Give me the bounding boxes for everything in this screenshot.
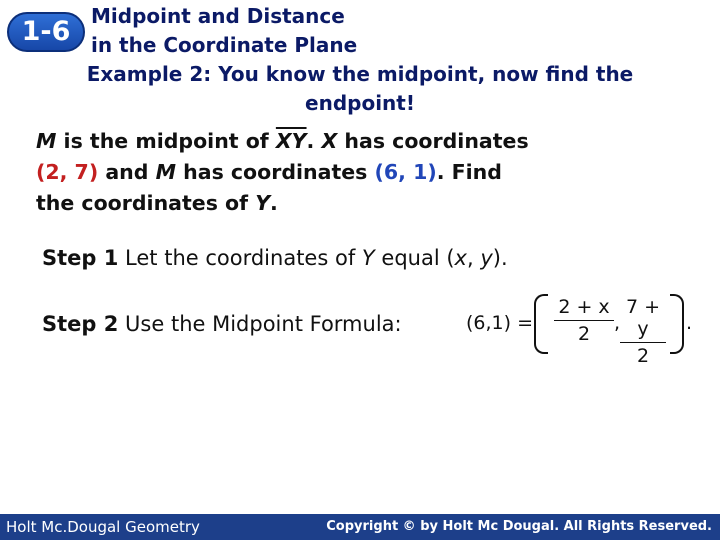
- midpoint-formula: [464, 294, 704, 367]
- step-1-text-4: ).: [492, 246, 508, 270]
- fraction-y-numerator: 7 + y: [625, 296, 661, 340]
- segment-xy: $\overline{XY}$: [275, 129, 307, 153]
- problem-text-7: the coordinates of: [36, 191, 256, 215]
- coord-x: (2, 7): [36, 160, 99, 184]
- step-2: [42, 312, 402, 336]
- step-1-var-x: x: [454, 246, 467, 270]
- step-1-var-y: Y: [361, 246, 375, 270]
- step-1: [42, 246, 508, 270]
- problem-text-6: . Find: [436, 160, 502, 184]
- problem-text: [36, 126, 696, 219]
- lesson-badge: 1-6: [7, 12, 85, 52]
- problem-text-1: is the midpoint of: [56, 129, 276, 153]
- var-x: X: [321, 129, 338, 153]
- fraction-y-denominator: 2: [636, 345, 650, 367]
- coord-m: (6, 1): [374, 160, 437, 184]
- example-heading: [20, 60, 700, 118]
- step-1-label: Step 1: [42, 246, 119, 270]
- formula-lhs: (6,1) =: [466, 312, 534, 334]
- formula-period: .: [686, 312, 693, 334]
- problem-text-8: .: [270, 191, 278, 215]
- footer-copyright: Copyright © by Holt Mc Dougal. All Rights Reserved.: [326, 519, 712, 534]
- lesson-title-line2: in the Coordinate Plane: [91, 33, 358, 57]
- problem-text-2: .: [306, 129, 322, 153]
- step-1-var-yv: y: [480, 246, 493, 270]
- step-1-text-1: Let the coordinates of: [118, 246, 362, 270]
- step-2-text: Use the Midpoint Formula:: [118, 312, 402, 336]
- right-paren: [670, 294, 684, 354]
- footer-publisher: Holt Mc.Dougal Geometry: [6, 518, 200, 536]
- var-m2: M: [155, 160, 176, 184]
- lesson-title-line1: Midpoint and Distance: [91, 4, 345, 28]
- footer-bar: [0, 514, 720, 540]
- slide-header: [0, 0, 720, 62]
- formula-comma: ,: [614, 312, 621, 334]
- var-m: M: [36, 129, 57, 153]
- fraction-x: [554, 296, 614, 345]
- var-y: Y: [255, 191, 271, 215]
- left-paren: [534, 294, 548, 354]
- example-heading-line2: endpoint!: [305, 91, 415, 115]
- fraction-y-bar: [620, 342, 666, 343]
- problem-text-3: has coordinates: [337, 129, 529, 153]
- fraction-x-bar: [554, 320, 614, 321]
- problem-text-5: has coordinates: [176, 160, 375, 184]
- step-1-text-3: ,: [466, 246, 481, 270]
- fraction-x-denominator: 2: [577, 323, 591, 345]
- problem-text-4: and: [98, 160, 156, 184]
- fraction-x-numerator: 2 + x: [558, 296, 610, 318]
- fraction-y: [620, 296, 666, 367]
- step-1-text-2: equal (: [374, 246, 455, 270]
- example-heading-line1: Example 2: You know the midpoint, now find the: [86, 62, 634, 86]
- step-2-label: Step 2: [42, 312, 119, 336]
